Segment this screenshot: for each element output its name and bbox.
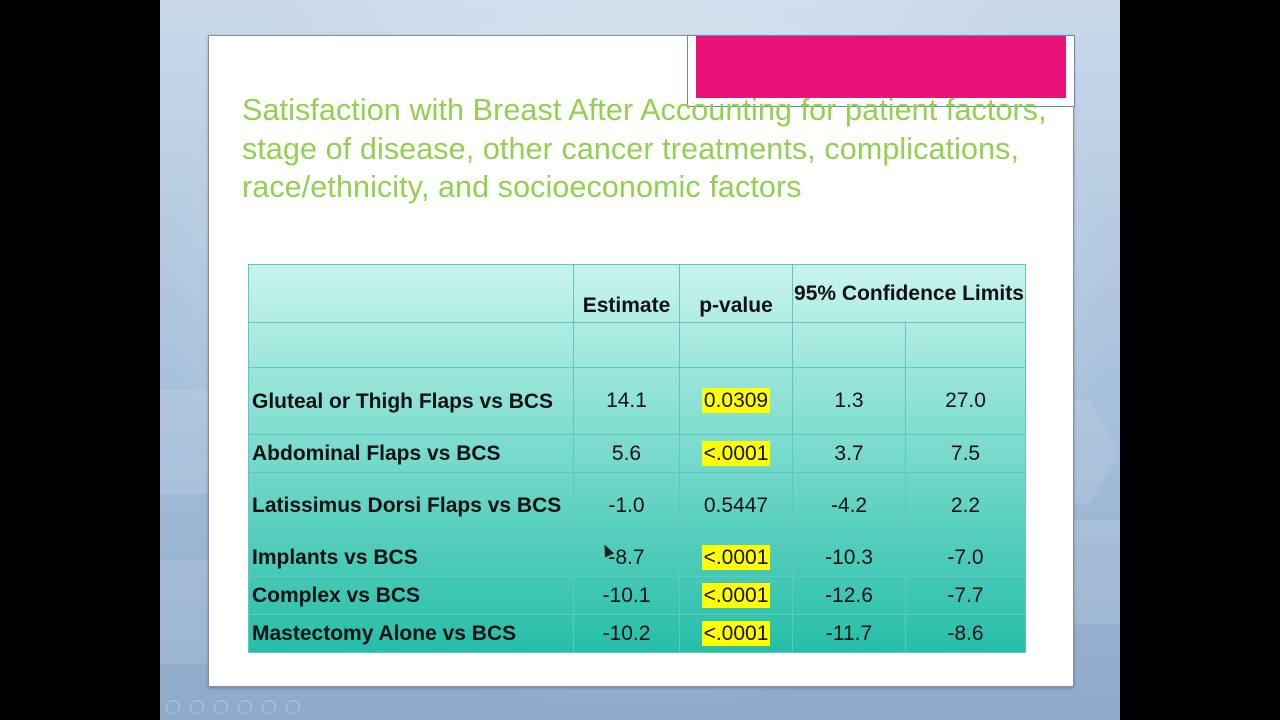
zoom-icon[interactable] xyxy=(262,700,276,714)
pvalue-cell: 0.5447 xyxy=(680,473,793,539)
header-pvalue: p-value xyxy=(680,265,793,323)
lower-limit-cell: 1.3 xyxy=(793,368,906,435)
empty-cell xyxy=(793,323,906,368)
upper-limit-cell: 27.0 xyxy=(906,368,1026,435)
pvalue-highlight: <.0001 xyxy=(703,545,769,569)
upper-limit-cell: 7.5 xyxy=(906,435,1026,473)
results-table xyxy=(248,264,1026,653)
pvalue-cell xyxy=(680,539,793,577)
table-row xyxy=(249,577,1026,615)
estimate-cell: 5.6 xyxy=(574,435,680,473)
empty-cell xyxy=(680,323,793,368)
pvalue-cell xyxy=(680,368,793,435)
row-label: Mastectomy Alone vs BCS xyxy=(249,615,574,653)
presentation-stage xyxy=(160,0,1120,720)
lower-limit-cell: -12.6 xyxy=(793,577,906,615)
table-row xyxy=(249,435,1026,473)
pvalue-cell xyxy=(680,435,793,473)
header-confidence-limits: 95% Confidence Limits xyxy=(793,265,1026,323)
header-estimate: Estimate xyxy=(574,265,680,323)
pvalue-highlight: <.0001 xyxy=(703,441,769,465)
upper-limit-cell: 2.2 xyxy=(906,473,1026,539)
upper-limit-cell: -7.7 xyxy=(906,577,1026,615)
row-label: Complex vs BCS xyxy=(249,577,574,615)
pvalue-highlight: <.0001 xyxy=(703,621,769,645)
pvalue-highlight: <.0001 xyxy=(703,583,769,607)
header-row xyxy=(249,265,1026,323)
table-row xyxy=(249,615,1026,653)
empty-cell xyxy=(249,323,574,368)
estimate-cell: -1.0 xyxy=(574,473,680,539)
pen-icon[interactable] xyxy=(214,700,228,714)
lower-limit-cell: -10.3 xyxy=(793,539,906,577)
table-row xyxy=(249,368,1026,435)
slide-menu-icon[interactable] xyxy=(238,700,252,714)
previous-icon[interactable] xyxy=(166,700,180,714)
pvalue-cell xyxy=(680,577,793,615)
pvalue-highlight: 0.0309 xyxy=(703,389,769,412)
slide-title: Satisfaction with Breast After Accounting for patient factors, stage of disease, other cancer treatments, complications, race/ethnicity, and socioeconomic factors xyxy=(242,93,1047,204)
slide-accent-bar xyxy=(696,36,1066,98)
row-label: Abdominal Flaps vs BCS xyxy=(249,435,574,473)
estimate-cell: -10.2 xyxy=(574,615,680,653)
table-row xyxy=(249,539,1026,577)
table-row xyxy=(249,473,1026,539)
header-blank-cell xyxy=(249,265,574,323)
slide xyxy=(208,35,1074,687)
more-icon[interactable] xyxy=(286,700,300,714)
spacer-row xyxy=(249,323,1026,368)
next-icon[interactable] xyxy=(190,700,204,714)
empty-cell xyxy=(906,323,1026,368)
estimate-cell: -8.7 xyxy=(574,539,680,577)
lower-limit-cell: 3.7 xyxy=(793,435,906,473)
estimate-cell: -10.1 xyxy=(574,577,680,615)
estimate-cell: 14.1 xyxy=(574,368,680,435)
row-label: Implants vs BCS xyxy=(249,539,574,577)
row-label: Latissimus Dorsi Flaps vs BCS xyxy=(249,473,574,539)
lower-limit-cell: -11.7 xyxy=(793,615,906,653)
pvalue-cell xyxy=(680,615,793,653)
lower-limit-cell: -4.2 xyxy=(793,473,906,539)
empty-cell xyxy=(574,323,680,368)
upper-limit-cell: -8.6 xyxy=(906,615,1026,653)
row-label: Gluteal or Thigh Flaps vs BCS xyxy=(249,368,574,435)
upper-limit-cell: -7.0 xyxy=(906,539,1026,577)
